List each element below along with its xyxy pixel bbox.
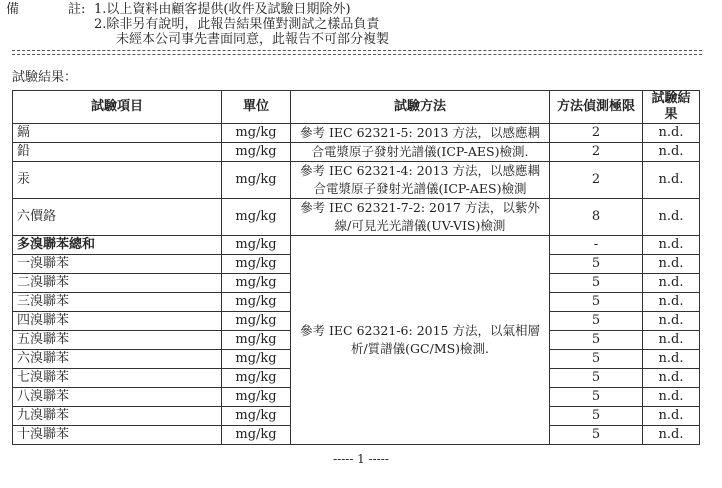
result: n.d. (643, 388, 700, 407)
result: n.d. (643, 407, 700, 426)
test-item: 五溴聯苯 (13, 331, 222, 350)
detection-limit: 5 (550, 312, 643, 331)
unit: mg/kg (222, 236, 291, 255)
method: 參考 IEC 62321-4: 2013 方法，以感應耦 合電漿原子發射光譜儀(ICP-AES)檢測 (291, 162, 550, 199)
test-item: 六價鉻 (13, 199, 222, 236)
test-item: 八溴聯苯 (13, 388, 222, 407)
test-item: 汞 (13, 162, 222, 199)
note-line-2: 2.除非另有說明，此報告結果僅對測試之樣品負責 (94, 17, 380, 32)
detection-limit: 5 (550, 331, 643, 350)
header-test-item: 試驗項目 (13, 91, 222, 124)
unit: mg/kg (222, 369, 291, 388)
results-label: 試驗結果： (12, 70, 78, 85)
detection-limit: 5 (550, 274, 643, 293)
unit: mg/kg (222, 350, 291, 369)
detection-limit: 2 (550, 124, 643, 143)
test-item: 多溴聯苯總和 (13, 236, 222, 255)
header-method: 試驗方法 (291, 91, 550, 124)
detection-limit: 5 (550, 350, 643, 369)
detection-limit: 5 (550, 369, 643, 388)
detection-limit: 8 (550, 199, 643, 236)
result: n.d. (643, 293, 700, 312)
method: 參考 IEC 62321-5: 2013 方法，以感應耦 (291, 124, 550, 143)
detection-limit: 5 (550, 293, 643, 312)
unit: mg/kg (222, 199, 291, 236)
table-row (13, 124, 700, 143)
detection-limit: 5 (550, 426, 643, 445)
unit: mg/kg (222, 426, 291, 445)
table-row (13, 199, 700, 236)
unit: mg/kg (222, 124, 291, 143)
table-header-row (13, 91, 700, 124)
result: n.d. (643, 236, 700, 255)
test-item: 十溴聯苯 (13, 426, 222, 445)
unit: mg/kg (222, 162, 291, 199)
results-table (12, 90, 700, 445)
result: n.d. (643, 331, 700, 350)
test-item: 九溴聯苯 (13, 407, 222, 426)
notes-label-2: 註: (68, 2, 86, 17)
test-item: 三溴聯苯 (13, 293, 222, 312)
test-item: 四溴聯苯 (13, 312, 222, 331)
detection-limit: 5 (550, 407, 643, 426)
method: 參考 IEC 62321-7-2: 2017 方法，以紫外 線/可見光光譜儀(UV-VIS)檢測 (291, 199, 550, 236)
unit: mg/kg (222, 312, 291, 331)
header-detection-limit: 方法偵測極限 (550, 91, 643, 124)
test-item: 二溴聯苯 (13, 274, 222, 293)
result: n.d. (643, 426, 700, 445)
result: n.d. (643, 312, 700, 331)
note-line-1: 1.以上資料由顧客提供(收件及試驗日期除外) (94, 2, 351, 17)
unit: mg/kg (222, 274, 291, 293)
detection-limit: 2 (550, 162, 643, 199)
unit: mg/kg (222, 331, 291, 350)
unit: mg/kg (222, 388, 291, 407)
test-item: 鉛 (13, 143, 222, 162)
test-item: 一溴聯苯 (13, 255, 222, 274)
separator-line (12, 50, 702, 55)
method: 合電漿原子發射光譜儀(ICP-AES)檢測. (291, 143, 550, 162)
page-number: ----- 1 ----- (333, 452, 389, 466)
detection-limit: 5 (550, 388, 643, 407)
header-result: 試驗結果 (643, 91, 700, 124)
result: n.d. (643, 274, 700, 293)
table-row (13, 236, 700, 255)
detection-limit: - (550, 236, 643, 255)
test-item: 鎘 (13, 124, 222, 143)
unit: mg/kg (222, 293, 291, 312)
method: 參考 IEC 62321-6: 2015 方法，以氣相層 析/質譜儀(GC/MS)檢測. (291, 236, 550, 445)
result: n.d. (643, 124, 700, 143)
result: n.d. (643, 143, 700, 162)
notes-block (6, 2, 389, 47)
test-item: 六溴聯苯 (13, 350, 222, 369)
result: n.d. (643, 369, 700, 388)
detection-limit: 5 (550, 255, 643, 274)
detection-limit: 2 (550, 143, 643, 162)
result: n.d. (643, 255, 700, 274)
unit: mg/kg (222, 255, 291, 274)
result: n.d. (643, 199, 700, 236)
result: n.d. (643, 350, 700, 369)
unit: mg/kg (222, 143, 291, 162)
notes-label: 備 (6, 2, 20, 17)
table-row (13, 162, 700, 199)
table-row (13, 143, 700, 162)
test-item: 七溴聯苯 (13, 369, 222, 388)
unit: mg/kg (222, 407, 291, 426)
header-unit: 單位 (222, 91, 291, 124)
note-line-3: 未經本公司事先書面同意，此報告不可部分複製 (116, 32, 390, 47)
result: n.d. (643, 162, 700, 199)
